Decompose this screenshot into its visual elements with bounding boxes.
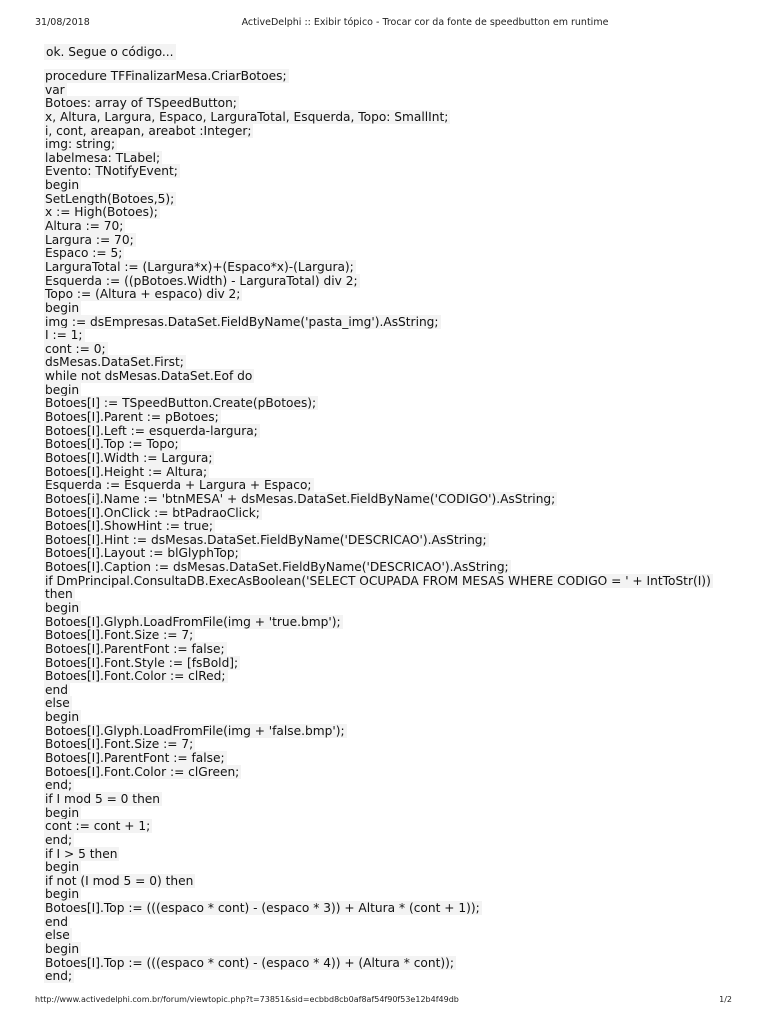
code-line (45, 929, 745, 943)
code-line (45, 179, 745, 193)
code-line (45, 697, 745, 711)
code-line-text: Topo := (Altura + espaco) div 2; (45, 287, 241, 302)
code-line (45, 834, 745, 848)
code-line-text: dsMesas.DataSet.First; (45, 355, 184, 370)
code-line (45, 493, 745, 507)
code-line-text: Botoes[I].Height := Altura; (45, 464, 208, 479)
code-line (45, 247, 745, 261)
code-line (45, 888, 745, 902)
code-line-text: Botoes[I].Top := Topo; (45, 437, 179, 452)
code-line (45, 793, 745, 807)
code-line-text: i, cont, areapan, areabot :Integer; (45, 123, 252, 138)
code-line (45, 125, 745, 139)
code-line-text: Botoes[i].Name := 'btnMESA' + dsMesas.DataSet.FieldByName('CODIGO').AsString; (45, 491, 556, 506)
code-block (45, 70, 745, 984)
code-line (45, 943, 745, 957)
code-line-text: Botoes[I].ParentFont := false; (45, 751, 225, 766)
code-line (45, 807, 745, 821)
code-line (45, 84, 745, 98)
code-line (45, 206, 745, 220)
code-line (45, 875, 745, 889)
code-line-text: end; (45, 778, 73, 793)
code-line-text: Botoes[I].Font.Size := 7; (45, 628, 194, 643)
page-number: 1/2 (719, 995, 732, 1004)
code-line-text: if I > 5 then (45, 846, 118, 861)
code-line-text: else (45, 928, 70, 943)
code-line-text: then (45, 587, 73, 602)
code-line-text: Botoes[I].Font.Color := clGreen; (45, 764, 240, 779)
code-line (45, 275, 745, 289)
code-line (45, 220, 745, 234)
code-line-text: begin (45, 300, 80, 315)
code-line-text: Botoes[I].Parent := pBotoes; (45, 410, 219, 425)
code-line-text: x, Altura, Largura, Espaco, LarguraTotal, Esquerda, Topo: SmallInt; (45, 109, 449, 124)
code-line (45, 902, 745, 916)
code-line-text: if I mod 5 = 0 then (45, 791, 161, 806)
code-line-text: Botoes[I].Layout := blGlyphTop; (45, 546, 239, 561)
code-line (45, 643, 745, 657)
code-line (45, 561, 745, 575)
code-line-text: Botoes[I].Font.Style := [fsBold]; (45, 655, 239, 670)
code-line (45, 452, 745, 466)
code-line (45, 411, 745, 425)
code-line (45, 356, 745, 370)
code-line-text: Botoes[I].ShowHint := true; (45, 519, 214, 534)
code-line (45, 384, 745, 398)
code-line-text: img := dsEmpresas.DataSet.FieldByName('pasta_img').AsString; (45, 314, 439, 329)
code-line-text: cont := cont + 1; (45, 819, 151, 834)
code-line (45, 861, 745, 875)
code-line (45, 916, 745, 930)
code-line-text: Botoes[I].Left := esquerda-largura; (45, 423, 258, 438)
code-line (45, 97, 745, 111)
code-line-text: Botoes[I].OnClick := btPadraoClick; (45, 505, 260, 520)
post-body (45, 41, 745, 60)
code-line-text: Largura := 70; (45, 232, 134, 247)
code-line (45, 288, 745, 302)
code-line-text: var (45, 82, 65, 97)
code-line-text: Botoes[I].Top := (((espaco * cont) - (espaco * 3)) + Altura * (cont + 1)); (45, 901, 480, 916)
code-line-text: if DmPrincipal.ConsultaDB.ExecAsBoolean('SELECT OCUPADA FROM MESAS WHERE CODIGO = ' + IntToStr(I)) (45, 573, 711, 588)
code-line (45, 779, 745, 793)
code-line-text: Altura := 70; (45, 219, 124, 234)
code-line-text: begin (45, 382, 80, 397)
code-line (45, 534, 745, 548)
code-line-text: Botoes[I].Glyph.LoadFromFile(img + 'false.bmp'); (45, 723, 345, 738)
code-line-text: Botoes: array of TSpeedButton; (45, 96, 237, 111)
code-line-text: Espaco := 5; (45, 246, 123, 261)
code-line-text: Botoes[I].Hint := dsMesas.DataSet.FieldByName('DESCRICAO').AsString; (45, 532, 487, 547)
code-line (45, 684, 745, 698)
code-line (45, 520, 745, 534)
code-line (45, 370, 745, 384)
code-line (45, 820, 745, 834)
code-line-text: if not (I mod 5 = 0) then (45, 873, 194, 888)
code-line (45, 547, 745, 561)
code-line (45, 711, 745, 725)
code-line-text: begin (45, 942, 80, 956)
code-line-text: Botoes[I] := TSpeedButton.Create(pBotoes); (45, 396, 317, 411)
code-line-text: Esquerda := ((pBotoes.Width) - LarguraTotal) div 2; (45, 273, 358, 288)
code-line-text: end; (45, 969, 73, 984)
code-line (45, 466, 745, 480)
code-line-text: cont := 0; (45, 341, 106, 356)
code-line (45, 70, 745, 84)
code-line (45, 602, 745, 616)
code-line-text: LarguraTotal := (Largura*x)+(Espaco*x)-(Largura); (45, 259, 354, 274)
code-line-text: Botoes[I].Caption := dsMesas.DataSet.FieldByName('DESCRICAO').AsString; (45, 560, 509, 575)
code-line-text: Botoes[I].Font.Size := 7; (45, 737, 194, 752)
print-date: 31/08/2018 (35, 17, 90, 28)
code-line (45, 193, 745, 207)
code-line-text: Botoes[I].Top := (((espaco * cont) - (espaco * 4)) + (Altura * cont)); (45, 955, 454, 970)
code-line-text: end; (45, 832, 73, 847)
code-line (45, 329, 745, 343)
code-line-text: begin (45, 600, 80, 615)
code-line (45, 848, 745, 862)
code-line-text: while not dsMesas.DataSet.Eof do (45, 369, 253, 384)
code-line-text: begin (45, 710, 80, 725)
page-title: ActiveDelphi :: Exibir tópico - Trocar cor da fonte de speedbutton em runtime (241, 17, 609, 28)
code-line (45, 438, 745, 452)
code-line (45, 766, 745, 780)
code-line (45, 970, 745, 984)
code-line-text: begin (45, 805, 80, 820)
code-line (45, 138, 745, 152)
code-line-text: Botoes[I].Width := Largura; (45, 450, 213, 465)
code-line (45, 629, 745, 643)
code-line (45, 657, 745, 671)
code-line-text: I := 1; (45, 328, 83, 343)
code-line-text: begin (45, 860, 80, 875)
code-line-text: SetLength(Botoes,5); (45, 191, 175, 206)
code-line-text: Esquerda := Esquerda + Largura + Espaco; (45, 478, 312, 493)
code-line-text: Evento: TNotifyEvent; (45, 164, 178, 179)
code-line (45, 507, 745, 521)
code-line (45, 616, 745, 630)
code-line-text: end (45, 682, 68, 697)
code-line (45, 165, 745, 179)
source-url[interactable]: http://www.activedelphi.com.br/forum/viewtopic.php?t=73851&sid=ecbbd8cb0af8af54f90f53e12b4f49db (35, 995, 459, 1004)
code-line (45, 316, 745, 330)
code-line-text: labelmesa: TLabel; (45, 150, 161, 165)
code-line (45, 575, 745, 589)
code-line (45, 479, 745, 493)
code-line (45, 588, 745, 602)
code-line (45, 111, 745, 125)
code-line-text: Botoes[I].ParentFont := false; (45, 641, 225, 656)
code-line-text: begin (45, 887, 80, 902)
code-line (45, 261, 745, 275)
code-line (45, 670, 745, 684)
code-line (45, 725, 745, 739)
code-line-text: else (45, 696, 70, 711)
code-line (45, 738, 745, 752)
code-line-text: img: string; (45, 137, 116, 152)
code-line (45, 152, 745, 166)
code-line-text: x := High(Botoes); (45, 205, 158, 220)
code-line (45, 234, 745, 248)
code-line-text: Botoes[I].Glyph.LoadFromFile(img + 'true.bmp'); (45, 614, 341, 629)
code-line (45, 752, 745, 766)
code-line (45, 343, 745, 357)
code-line-text: Botoes[I].Font.Color := clRed; (45, 669, 226, 684)
code-line (45, 425, 745, 439)
code-line-text: end (45, 914, 68, 929)
post-greeting: ok. Segue o código... (46, 45, 174, 59)
code-line-text: begin (45, 178, 80, 193)
code-line (45, 302, 745, 316)
code-line-text: procedure TFFinalizarMesa.CriarBotoes; (45, 69, 287, 83)
code-line (45, 957, 745, 971)
code-line (45, 397, 745, 411)
